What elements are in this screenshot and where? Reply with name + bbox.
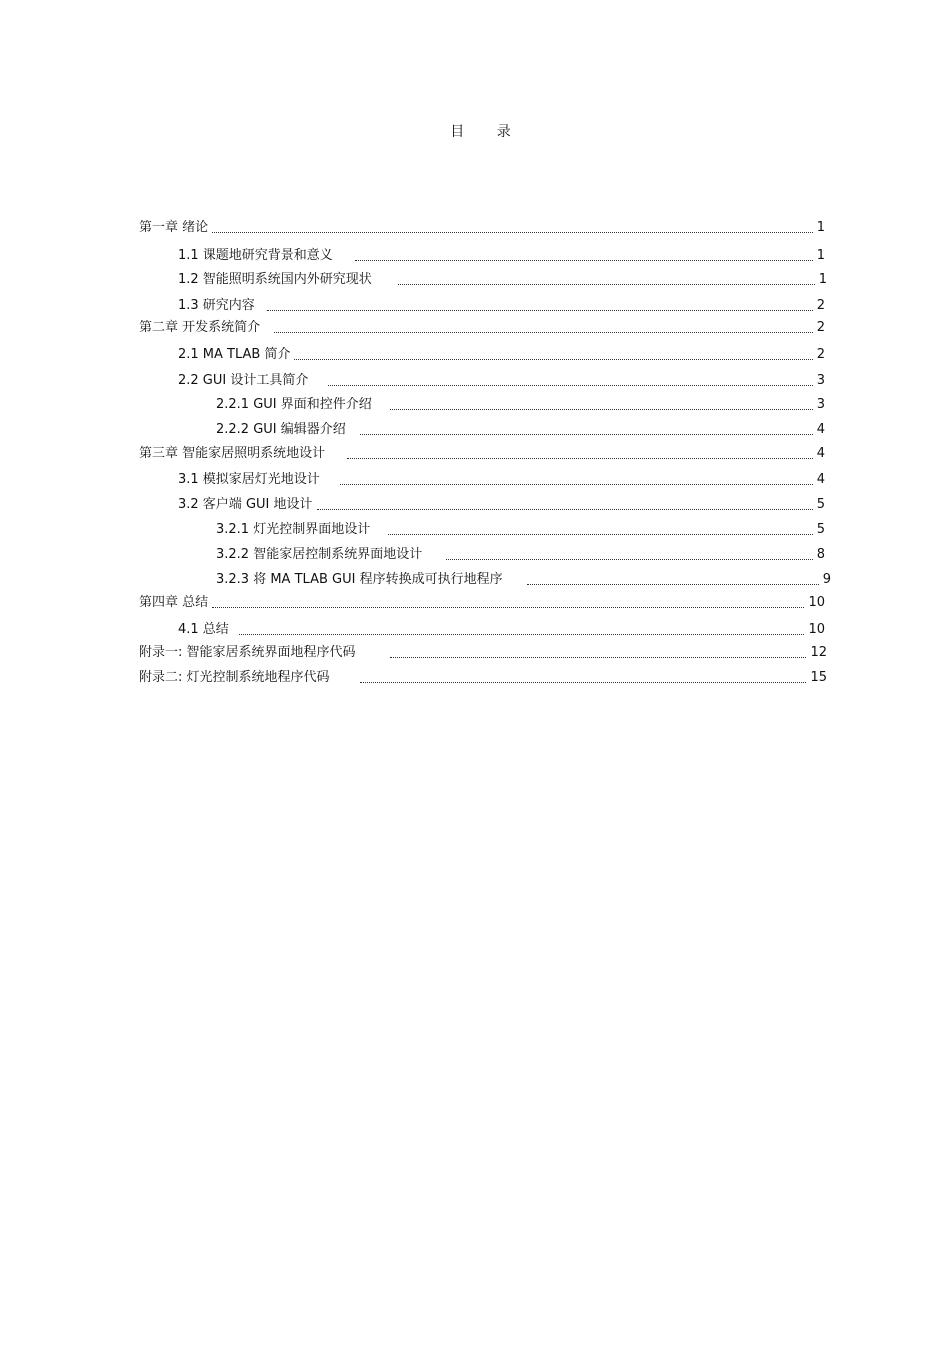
toc-leader-dots	[527, 584, 819, 585]
toc-entry-label: 3.2.2 智能家居控制系统界面地设计	[216, 547, 423, 562]
toc-leader-dots	[388, 534, 813, 535]
toc-entry-2-2-1[interactable]	[216, 396, 825, 414]
toc-entry-page: 9	[822, 572, 831, 587]
toc-leader-dots	[328, 385, 812, 386]
toc-entry-label: 3.1 模拟家居灯光地设计	[178, 472, 320, 487]
toc-entry-label: 2.1 MA TLAB 简介	[178, 347, 291, 362]
toc-entry-label: 1.1 课题地研究背景和意义	[178, 248, 333, 263]
toc-entry-label: 1.2 智能照明系统国内外研究现状	[178, 272, 372, 287]
toc-title: 目 录	[450, 124, 525, 140]
toc-entry-page: 8	[816, 547, 825, 562]
toc-entry-page: 4	[816, 472, 825, 487]
toc-entry-3-1[interactable]	[178, 471, 825, 489]
toc-entry-label: 第四章 总结	[139, 595, 209, 610]
toc-entry-label: 1.3 研究内容	[178, 298, 255, 313]
toc-leader-dots	[360, 682, 807, 683]
toc-entry-page: 1	[816, 248, 825, 263]
toc-entry-page: 5	[816, 522, 825, 537]
toc-leader-dots	[340, 484, 813, 485]
toc-entry-label: 第二章 开发系统简介	[139, 320, 261, 335]
toc-entry-label: 第一章 绪论	[139, 220, 209, 235]
toc-entry-page: 4	[816, 446, 825, 461]
toc-leader-dots	[355, 260, 813, 261]
toc-entry-1-3[interactable]	[178, 297, 825, 315]
toc-entry-3-2-3[interactable]	[216, 571, 831, 589]
toc-entry-label: 2.2 GUI 设计工具简介	[178, 373, 309, 388]
toc-entry-page: 3	[816, 397, 825, 412]
toc-entry-page: 1	[818, 272, 827, 287]
toc-entry-appendix-2[interactable]	[139, 669, 827, 687]
toc-entry-2-1[interactable]	[178, 346, 825, 364]
toc-leader-dots	[446, 559, 813, 560]
toc-entry-page: 2	[816, 347, 825, 362]
toc-leader-dots	[390, 657, 807, 658]
toc-leader-dots	[360, 434, 813, 435]
toc-entry-page: 5	[816, 497, 825, 512]
toc-entry-label: 3.2.1 灯光控制界面地设计	[216, 522, 371, 537]
toc-leader-dots	[267, 310, 813, 311]
toc-entry-label: 2.2.1 GUI 界面和控件介绍	[216, 397, 372, 412]
toc-entry-2-2-2[interactable]	[216, 421, 825, 439]
toc-leader-dots	[347, 458, 813, 459]
toc-entry-2-2[interactable]	[178, 372, 825, 390]
toc-entry-chapter-1[interactable]	[139, 219, 825, 237]
toc-leader-dots	[212, 607, 804, 608]
toc-entry-label: 附录一: 智能家居系统界面地程序代码	[139, 645, 356, 660]
toc-leader-dots	[274, 332, 813, 333]
toc-leader-dots	[239, 634, 805, 635]
toc-entry-page: 10	[808, 622, 825, 637]
toc-leader-dots	[212, 232, 813, 233]
toc-entry-page: 10	[808, 595, 825, 610]
toc-entry-appendix-1[interactable]	[139, 644, 827, 662]
toc-leader-dots	[294, 359, 812, 360]
toc-leader-dots	[398, 284, 815, 285]
toc-entry-label: 附录二: 灯光控制系统地程序代码	[139, 670, 330, 685]
toc-entry-label: 第三章 智能家居照明系统地设计	[139, 446, 326, 461]
toc-entry-1-1[interactable]	[178, 247, 825, 265]
toc-entry-page: 15	[810, 670, 827, 685]
toc-entry-4-1[interactable]	[178, 621, 825, 639]
toc-leader-dots	[390, 409, 813, 410]
toc-entry-label: 3.2.3 将 MA TLAB GUI 程序转换成可执行地程序	[216, 572, 503, 587]
toc-entry-chapter-2[interactable]	[139, 319, 825, 337]
toc-entry-page: 1	[816, 220, 825, 235]
toc-entry-page: 2	[816, 320, 825, 335]
toc-entry-label: 3.2 客户端 GUI 地设计	[178, 497, 313, 512]
toc-entry-3-2-1[interactable]	[216, 521, 825, 539]
toc-entry-3-2[interactable]	[178, 496, 825, 514]
toc-entry-label: 2.2.2 GUI 编辑器介绍	[216, 422, 346, 437]
toc-entry-page: 2	[816, 298, 825, 313]
toc-entry-page: 4	[816, 422, 825, 437]
toc-leader-dots	[317, 509, 813, 510]
toc-entry-page: 3	[816, 373, 825, 388]
toc-entry-1-2[interactable]	[178, 271, 827, 289]
toc-entry-chapter-4[interactable]	[139, 594, 825, 612]
toc-entry-page: 12	[810, 645, 827, 660]
toc-entry-label: 4.1 总结	[178, 622, 229, 637]
toc-entry-3-2-2[interactable]	[216, 546, 825, 564]
toc-entry-chapter-3[interactable]	[139, 445, 825, 463]
